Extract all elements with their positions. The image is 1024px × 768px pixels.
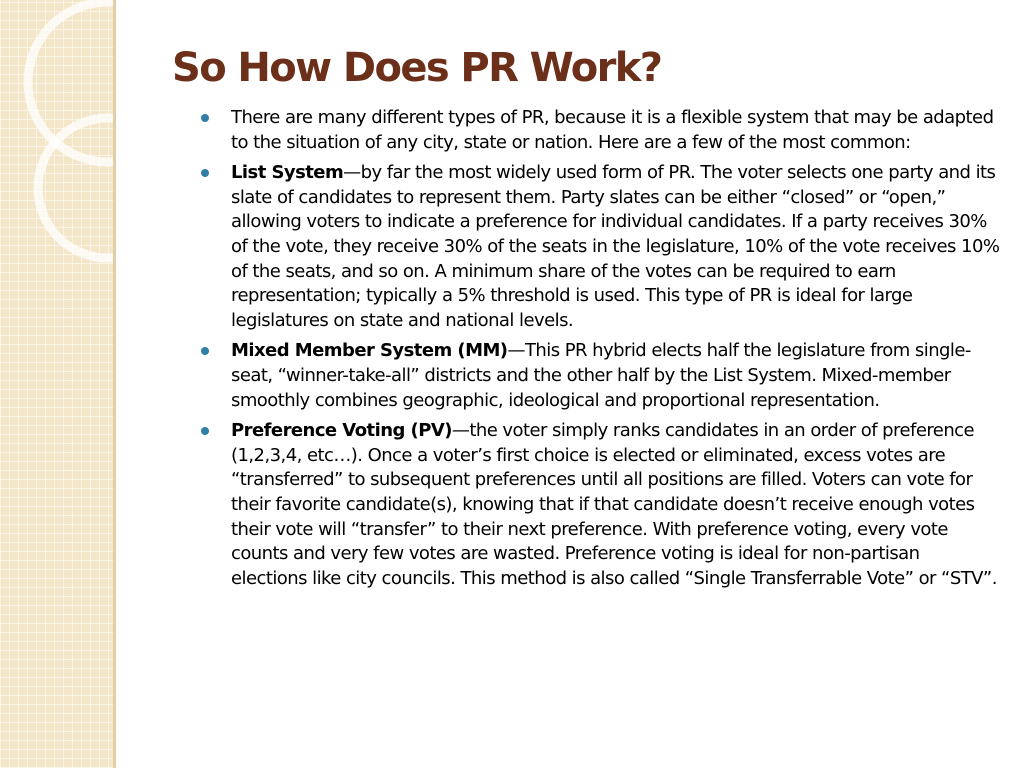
bullet-icon xyxy=(201,427,209,435)
bullet-item-mixed-member xyxy=(200,339,1000,413)
slide-content xyxy=(200,106,1000,597)
bullet-list xyxy=(200,106,1000,591)
bullet-heading: Preference Voting (PV) xyxy=(231,420,452,442)
decorative-circle-upper xyxy=(28,2,113,162)
bullet-heading: List System xyxy=(231,162,344,184)
bullet-item-list-system xyxy=(200,161,1000,333)
bullet-icon xyxy=(201,347,209,355)
slide-title: So How Does PR Work? xyxy=(172,45,662,91)
bullet-text: —This PR hybrid elects half the legislature from single-seat, “winner-take-all” districts and the other half by the List System. Mixed-member smoothly combines geographic, ideological and proportional representation. xyxy=(231,340,971,411)
bullet-heading: Mixed Member System (MM) xyxy=(231,340,508,362)
bullet-text: —by far the most widely used form of PR. The voter selects one party and its slate of candidates to represent them. Party slates can be either “closed” or “open,” allowing voters to indicate a preference for individual candidates. If a party receives 30% of the vote, they receive 30% of the seats in the legislature, 10% of the vote receives 10% of the seats, and so on. A minimum share of the votes can be required to earn representation; typically a 5% threshold is used. This type of PR is ideal for large legislatures on state and national levels. xyxy=(231,162,1000,331)
bullet-icon xyxy=(201,114,209,122)
bullet-text: —the voter simply ranks candidates in an order of preference (1,2,3,4, etc…). Once a voter’s first choice is elected or eliminated, excess votes are “transferred” to subsequent preferences until all positions are filled. Voters can vote for their favorite candidate(s), knowing that if that candidate doesn’t receive enough votes their vote will “transfer” to their next preference. With preference voting, every vote counts and very few votes are wasted. Preference voting is ideal for non-partisan elections like city councils. This method is also called “Single Transferrable Vote” or “STV”. xyxy=(231,420,997,589)
side-panel-edge xyxy=(113,0,116,768)
decorative-circles xyxy=(0,0,113,768)
bullet-text: There are many different types of PR, because it is a flexible system that may be adapted to the situation of any city, state or nation. Here are a few of the most common: xyxy=(231,107,994,153)
bullet-icon xyxy=(201,169,209,177)
decorative-side-panel xyxy=(0,0,113,768)
bullet-item-preference-voting xyxy=(200,419,1000,591)
bullet-item-intro xyxy=(200,106,1000,155)
